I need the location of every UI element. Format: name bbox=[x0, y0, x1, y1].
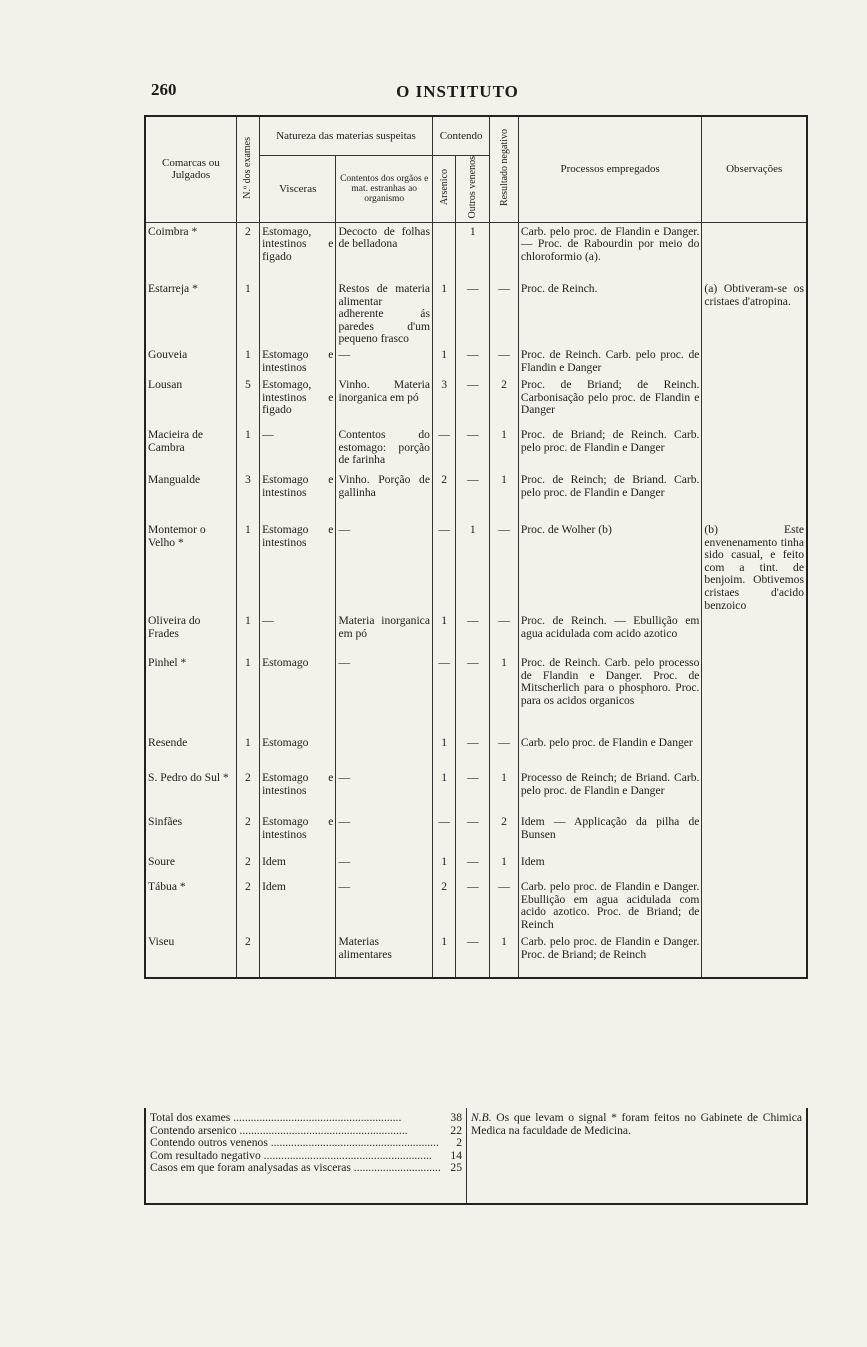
cell-contentos: Materia inorganica em pó bbox=[336, 612, 433, 654]
summary-table bbox=[144, 1108, 808, 1205]
cell-visceras: — bbox=[260, 612, 336, 654]
cell-processos: Idem bbox=[518, 853, 702, 878]
cell-processos: Proc. de Wolher (b) bbox=[518, 521, 702, 612]
cell-outros-venenos: — bbox=[456, 734, 490, 769]
table-row bbox=[145, 521, 807, 612]
table-row bbox=[145, 734, 807, 769]
nb-label: N.B. bbox=[471, 1111, 492, 1124]
cell-contentos: — bbox=[336, 878, 433, 933]
header-num-exames: N.º dos exames bbox=[236, 116, 259, 222]
cell-visceras: — bbox=[260, 426, 336, 471]
header-outros-venenos: Outros venenos bbox=[456, 156, 490, 223]
cell-arsenico: 1 bbox=[432, 346, 455, 376]
toxicology-table bbox=[144, 115, 808, 979]
cell-comarca: S. Pedro do Sul * bbox=[145, 769, 236, 813]
cell-negativo: 2 bbox=[490, 813, 519, 853]
cell-negativo: 1 bbox=[490, 853, 519, 878]
cell-observacoes bbox=[702, 734, 807, 769]
cell-arsenico: 1 bbox=[432, 612, 455, 654]
page-number: 260 bbox=[151, 80, 177, 99]
cell-exames: 2 bbox=[236, 222, 259, 280]
cell-observacoes: (b) Este envenenamento tinha sido casual, e feito com a tint. de benjoim. Obtivemos cristaes d'acido benzoico bbox=[702, 521, 807, 612]
cell-exames: 1 bbox=[236, 734, 259, 769]
cell-outros-venenos: — bbox=[456, 612, 490, 654]
nota-bene bbox=[467, 1108, 808, 1204]
cell-exames: 2 bbox=[236, 769, 259, 813]
table-row bbox=[145, 346, 807, 376]
table-row bbox=[145, 280, 807, 346]
cell-contentos: — bbox=[336, 769, 433, 813]
cell-contentos: Contentos do estomago: porção de farinha bbox=[336, 426, 433, 471]
cell-exames: 1 bbox=[236, 521, 259, 612]
cell-observacoes: (a) Obtiveram-se os cristaes d'atropina. bbox=[702, 280, 807, 346]
header-contentos: Contentos dos orgãos e mat. estranhas ao organismo bbox=[336, 156, 433, 223]
cell-negativo: 1 bbox=[490, 471, 519, 521]
cell-observacoes bbox=[702, 222, 807, 280]
cell-negativo: — bbox=[490, 612, 519, 654]
cell-observacoes bbox=[702, 346, 807, 376]
cell-processos: Idem — Applicação da pilha de Bunsen bbox=[518, 813, 702, 853]
cell-outros-venenos: — bbox=[456, 376, 490, 426]
cell-arsenico: 1 bbox=[432, 734, 455, 769]
cell-processos: Proc. de Reinch. Carb. pelo proc. de Flandin e Danger bbox=[518, 346, 702, 376]
cell-outros-venenos: — bbox=[456, 933, 490, 978]
cell-exames: 2 bbox=[236, 933, 259, 978]
cell-comarca: Macieira de Cambra bbox=[145, 426, 236, 471]
table-row bbox=[145, 222, 807, 280]
cell-visceras: Estomago bbox=[260, 654, 336, 734]
cell-negativo: 1 bbox=[490, 769, 519, 813]
cell-arsenico: 1 bbox=[432, 853, 455, 878]
cell-negativo: 2 bbox=[490, 376, 519, 426]
cell-contentos: — bbox=[336, 654, 433, 734]
cell-arsenico: 1 bbox=[432, 933, 455, 978]
cell-exames: 1 bbox=[236, 280, 259, 346]
cell-comarca: Oliveira do Frades bbox=[145, 612, 236, 654]
cell-exames: 1 bbox=[236, 346, 259, 376]
cell-comarca: Soure bbox=[145, 853, 236, 878]
cell-outros-venenos: 1 bbox=[456, 222, 490, 280]
cell-observacoes bbox=[702, 376, 807, 426]
summary-row-arsenico: Contendo arsenico ..... 22 bbox=[150, 1125, 462, 1138]
cell-exames: 1 bbox=[236, 426, 259, 471]
cell-exames: 5 bbox=[236, 376, 259, 426]
cell-processos: Proc. de Reinch; de Briand. Carb. pelo proc. de Flandin e Danger bbox=[518, 471, 702, 521]
cell-exames: 2 bbox=[236, 813, 259, 853]
cell-negativo: — bbox=[490, 878, 519, 933]
cell-observacoes bbox=[702, 426, 807, 471]
cell-observacoes bbox=[702, 853, 807, 878]
header-resultado-negativo: Resultado negativo bbox=[490, 116, 519, 222]
cell-arsenico: 3 bbox=[432, 376, 455, 426]
cell-outros-venenos: — bbox=[456, 654, 490, 734]
table-row bbox=[145, 612, 807, 654]
summary-row-total: Total dos exames ..... 38 bbox=[150, 1112, 462, 1125]
cell-exames: 1 bbox=[236, 654, 259, 734]
cell-exames: 2 bbox=[236, 878, 259, 933]
cell-visceras: Idem bbox=[260, 878, 336, 933]
summary-row-negativo: Com resultado negativo ..... 14 bbox=[150, 1150, 462, 1163]
cell-comarca: Coimbra * bbox=[145, 222, 236, 280]
cell-observacoes bbox=[702, 769, 807, 813]
cell-processos: Carb. pelo proc. de Flandin e Danger. Proc. de Briand; de Reinch bbox=[518, 933, 702, 978]
cell-observacoes bbox=[702, 612, 807, 654]
cell-exames: 2 bbox=[236, 853, 259, 878]
cell-outros-venenos: — bbox=[456, 426, 490, 471]
cell-visceras: Estomago e intestinos bbox=[260, 346, 336, 376]
cell-arsenico: — bbox=[432, 521, 455, 612]
summary-row-visceras: Casos em que foram analysadas as visceras ..... 25 bbox=[150, 1162, 462, 1175]
header-comarcas: Comarcas ou Julgados bbox=[145, 116, 236, 222]
cell-visceras: Estomago e intestinos bbox=[260, 813, 336, 853]
cell-observacoes bbox=[702, 654, 807, 734]
table-row bbox=[145, 853, 807, 878]
cell-exames: 1 bbox=[236, 612, 259, 654]
table-row bbox=[145, 769, 807, 813]
cell-arsenico: 2 bbox=[432, 878, 455, 933]
cell-arsenico: 2 bbox=[432, 471, 455, 521]
cell-comarca: Montemor o Velho * bbox=[145, 521, 236, 612]
cell-outros-venenos: — bbox=[456, 813, 490, 853]
cell-processos: Carb. pelo proc. de Flandin e Danger bbox=[518, 734, 702, 769]
cell-observacoes bbox=[702, 933, 807, 978]
cell-contentos: Vinho. Materia inorganica em pó bbox=[336, 376, 433, 426]
cell-contentos: — bbox=[336, 346, 433, 376]
cell-arsenico: 1 bbox=[432, 280, 455, 346]
cell-processos: Processo de Reinch; de Briand. Carb. pelo proc. de Flandin e Danger bbox=[518, 769, 702, 813]
cell-arsenico: — bbox=[432, 654, 455, 734]
nb-text: Os que levam o signal * foram feitos no Gabinete de Chimica Medica na faculdade de Medicina. bbox=[471, 1111, 802, 1137]
cell-negativo: — bbox=[490, 280, 519, 346]
cell-processos: Proc. de Reinch. Carb. pelo processo de Flandin e Danger. Proc. de Mitscherlich para o phosphoro. Proc. para os acidos organicos bbox=[518, 654, 702, 734]
cell-negativo: — bbox=[490, 734, 519, 769]
table-row bbox=[145, 376, 807, 426]
cell-exames: 3 bbox=[236, 471, 259, 521]
table-row bbox=[145, 471, 807, 521]
cell-comarca: Resende bbox=[145, 734, 236, 769]
cell-observacoes bbox=[702, 878, 807, 933]
table-row bbox=[145, 426, 807, 471]
header-contendo: Contendo bbox=[432, 116, 489, 156]
cell-observacoes bbox=[702, 813, 807, 853]
cell-visceras: Estomago, intestinos e figado bbox=[260, 222, 336, 280]
header-processos: Processos empregados bbox=[518, 116, 702, 222]
cell-outros-venenos: 1 bbox=[456, 521, 490, 612]
summary-row-outros: Contendo outros venenos ..... 2 bbox=[150, 1137, 462, 1150]
header-visceras: Visceras bbox=[260, 156, 336, 223]
header-arsenico: Arsenico bbox=[432, 156, 455, 223]
cell-processos: Proc. de Briand; de Reinch. Carb. pelo proc. de Flandin e Danger bbox=[518, 426, 702, 471]
cell-contentos: — bbox=[336, 521, 433, 612]
cell-visceras: Estomago bbox=[260, 734, 336, 769]
cell-processos: Proc. de Reinch. — Ebullição em agua acidulada com acido azotico bbox=[518, 612, 702, 654]
cell-comarca: Estarreja * bbox=[145, 280, 236, 346]
cell-contentos: — bbox=[336, 853, 433, 878]
cell-comarca: Gouveia bbox=[145, 346, 236, 376]
table-row bbox=[145, 933, 807, 978]
cell-contentos: Restos de materia alimentar adherente ás paredes d'um pequeno frasco bbox=[336, 280, 433, 346]
table-row bbox=[145, 813, 807, 853]
cell-processos: Carb. pelo proc. de Flandin e Danger. Ebullição em agua acidulada com acido azotico. Proc. de Briand; de Reinch bbox=[518, 878, 702, 933]
cell-visceras: Estomago e intestinos bbox=[260, 471, 336, 521]
cell-contentos: Vinho. Porção de gallinha bbox=[336, 471, 433, 521]
summary-totals bbox=[145, 1108, 467, 1204]
cell-outros-venenos: — bbox=[456, 346, 490, 376]
cell-comarca: Mangualde bbox=[145, 471, 236, 521]
cell-negativo: — bbox=[490, 346, 519, 376]
cell-negativo: 1 bbox=[490, 933, 519, 978]
cell-negativo bbox=[490, 222, 519, 280]
page-title: O INSTITUTO bbox=[396, 82, 519, 101]
cell-contentos: — bbox=[336, 813, 433, 853]
cell-arsenico: — bbox=[432, 813, 455, 853]
cell-outros-venenos: — bbox=[456, 769, 490, 813]
cell-observacoes bbox=[702, 471, 807, 521]
table-row bbox=[145, 878, 807, 933]
cell-processos: Carb. pelo proc. de Flandin e Danger. — Proc. de Rabourdin por meio do chloroformio (a). bbox=[518, 222, 702, 280]
cell-visceras: Idem bbox=[260, 853, 336, 878]
cell-negativo: 1 bbox=[490, 654, 519, 734]
cell-visceras: Estomago e intestinos bbox=[260, 521, 336, 612]
cell-outros-venenos: — bbox=[456, 471, 490, 521]
table-row bbox=[145, 654, 807, 734]
cell-comarca: Pinhel * bbox=[145, 654, 236, 734]
cell-outros-venenos: — bbox=[456, 280, 490, 346]
cell-visceras bbox=[260, 933, 336, 978]
cell-contentos: Decocto de folhas de belladona bbox=[336, 222, 433, 280]
header-natureza: Natureza das materias suspeitas bbox=[260, 116, 433, 156]
cell-outros-venenos: — bbox=[456, 878, 490, 933]
cell-arsenico bbox=[432, 222, 455, 280]
cell-comarca: Sinfães bbox=[145, 813, 236, 853]
cell-contentos bbox=[336, 734, 433, 769]
cell-negativo: 1 bbox=[490, 426, 519, 471]
cell-processos: Proc. de Briand; de Reinch. Carbonisação pelo proc. de Flandin e Danger bbox=[518, 376, 702, 426]
header-observacoes: Observações bbox=[702, 116, 807, 222]
cell-arsenico: — bbox=[432, 426, 455, 471]
cell-visceras: Estomago e intestinos bbox=[260, 769, 336, 813]
cell-comarca: Lousan bbox=[145, 376, 236, 426]
cell-negativo: — bbox=[490, 521, 519, 612]
cell-arsenico: 1 bbox=[432, 769, 455, 813]
cell-comarca: Tábua * bbox=[145, 878, 236, 933]
cell-outros-venenos: — bbox=[456, 853, 490, 878]
cell-visceras bbox=[260, 280, 336, 346]
cell-contentos: Materias alimentares bbox=[336, 933, 433, 978]
cell-processos: Proc. de Reinch. bbox=[518, 280, 702, 346]
cell-comarca: Viseu bbox=[145, 933, 236, 978]
cell-visceras: Estomago, intestinos e figado bbox=[260, 376, 336, 426]
